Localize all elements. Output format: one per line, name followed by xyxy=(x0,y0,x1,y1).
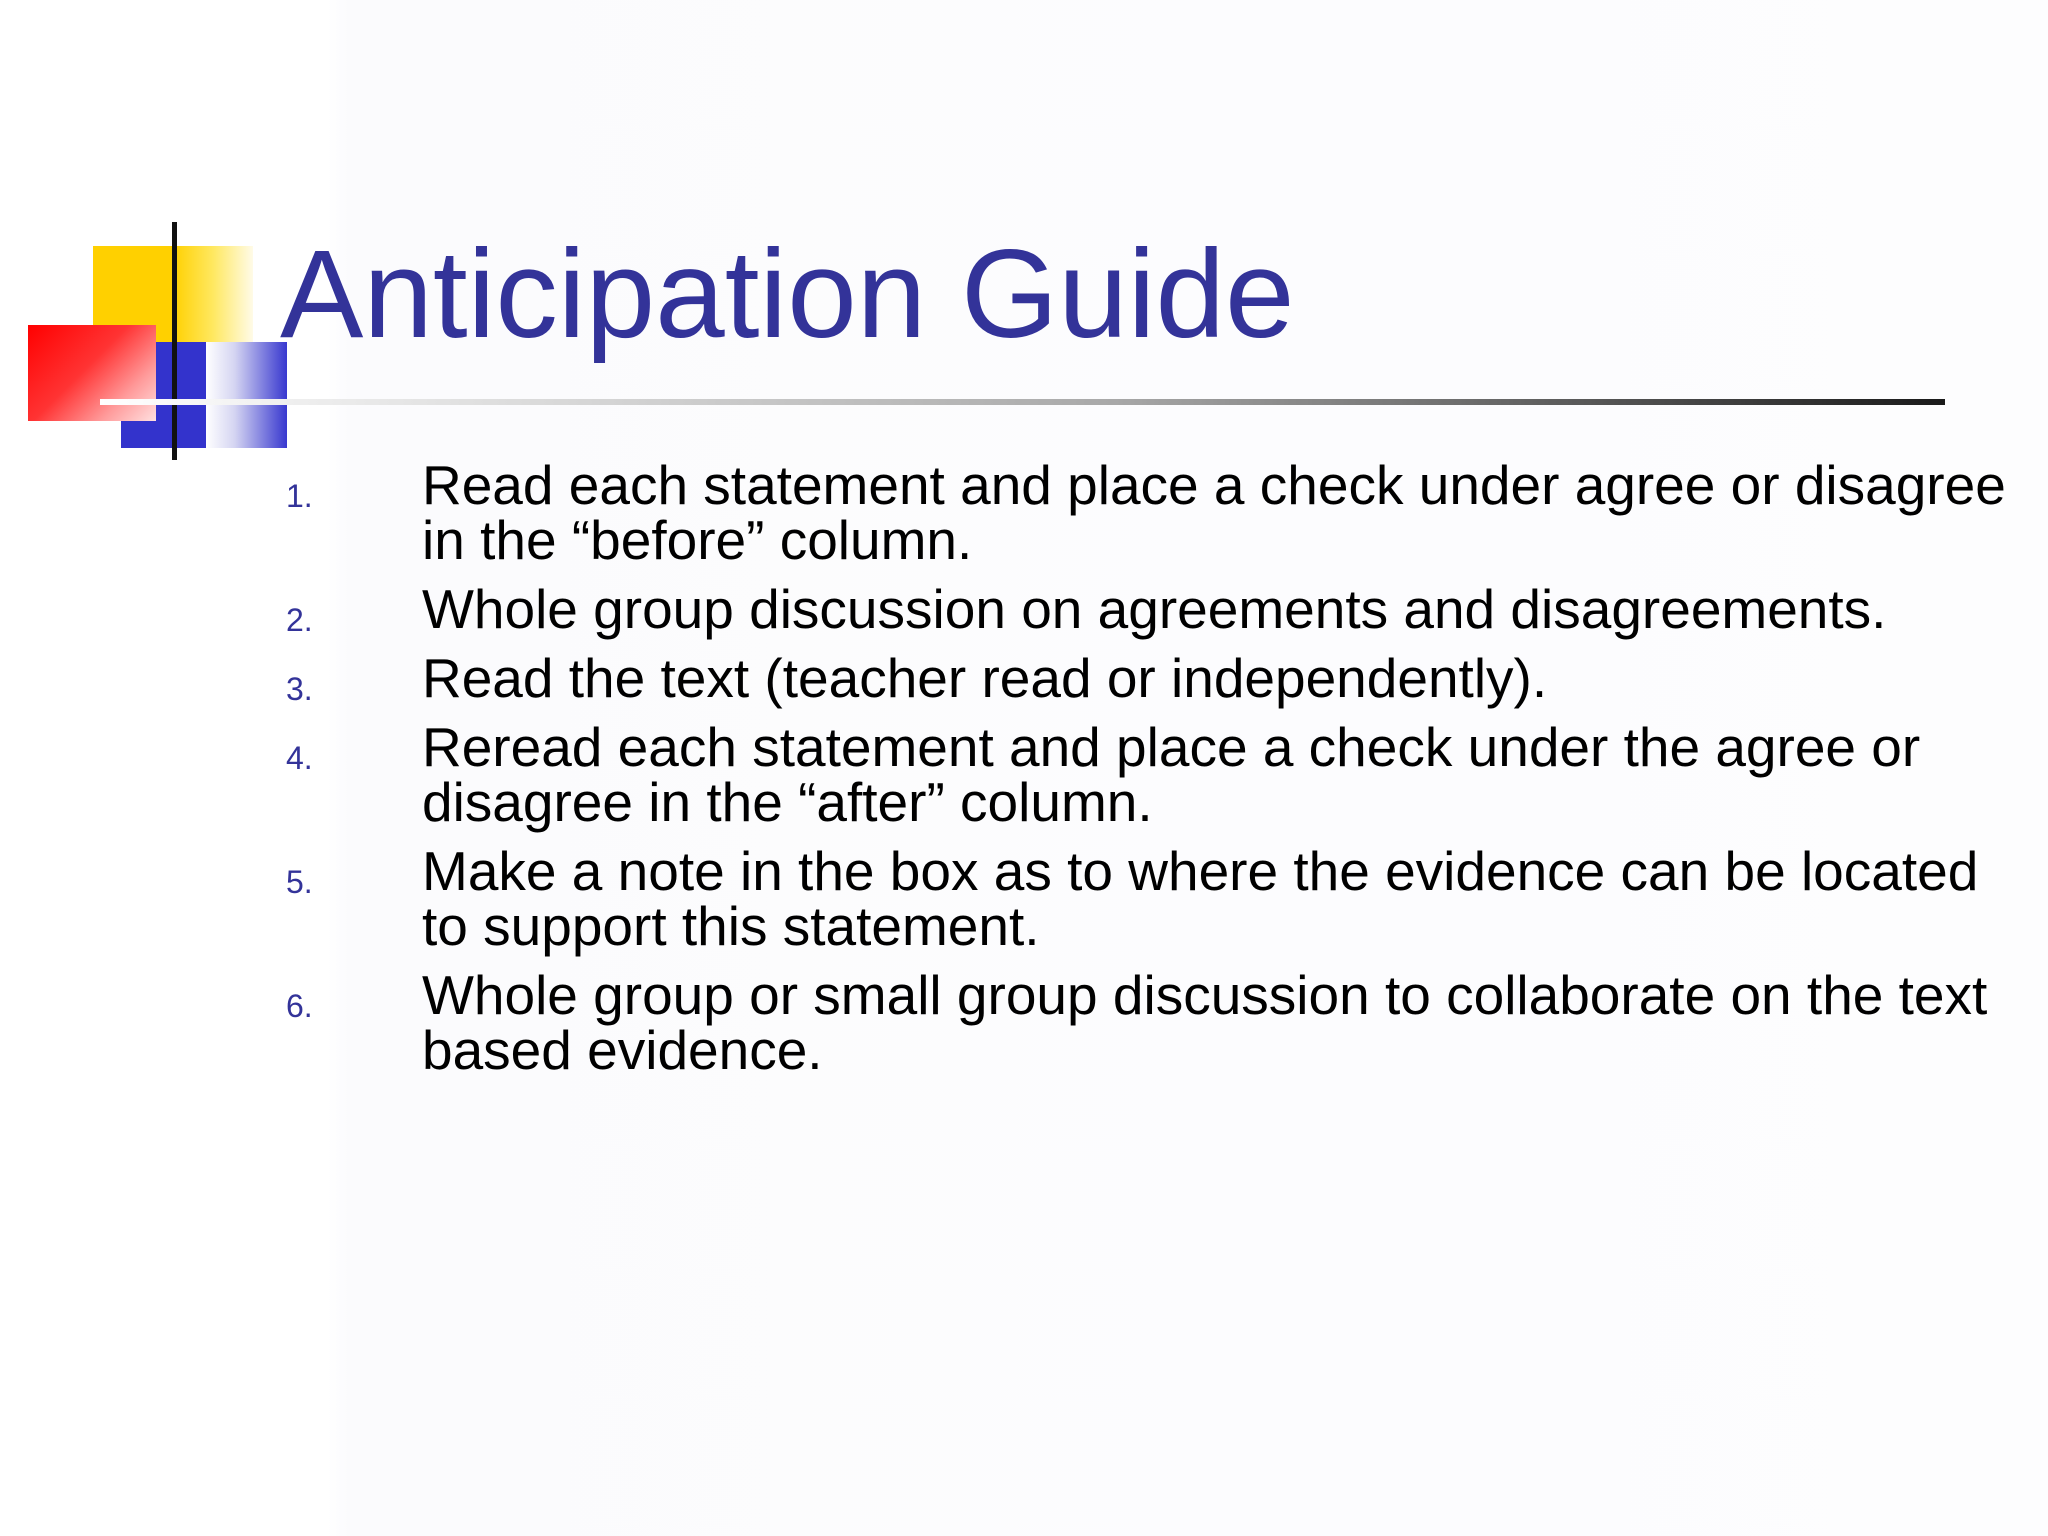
list-item xyxy=(286,716,2026,833)
title-underline-rule xyxy=(100,399,1945,405)
slide-title: Anticipation Guide xyxy=(280,225,1295,364)
steps-list xyxy=(286,454,2026,1092)
list-item xyxy=(286,964,2026,1081)
list-item-text: Whole group discussion on agreements and disagreements. xyxy=(422,578,1887,640)
red-block xyxy=(28,325,156,421)
list-item-number: 4. xyxy=(286,740,313,776)
blue-gradient-block xyxy=(206,342,287,448)
list-item-text: Make a note in the box as to where the evidence can be located to support this statement. xyxy=(422,840,1979,957)
list-item xyxy=(286,578,2026,640)
list-item-text: Read the text (teacher read or independently). xyxy=(422,647,1548,709)
list-item-text: Read each statement and place a check under agree or disagree in the “before” column. xyxy=(422,454,2006,571)
list-item xyxy=(286,647,2026,709)
list-item-text: Reread each statement and place a check under the agree or disagree in the “after” column. xyxy=(422,716,1921,833)
list-item xyxy=(286,840,2026,957)
list-item-number: 6. xyxy=(286,988,313,1024)
vertical-black-line xyxy=(172,222,177,460)
list-item-number: 2. xyxy=(286,602,313,638)
list-item-number: 1. xyxy=(286,478,313,514)
list-item-number: 5. xyxy=(286,864,313,900)
list-item-number: 3. xyxy=(286,671,313,707)
list-item-text: Whole group or small group discussion to collaborate on the text based evidence. xyxy=(422,964,1988,1081)
list-item xyxy=(286,454,2026,571)
